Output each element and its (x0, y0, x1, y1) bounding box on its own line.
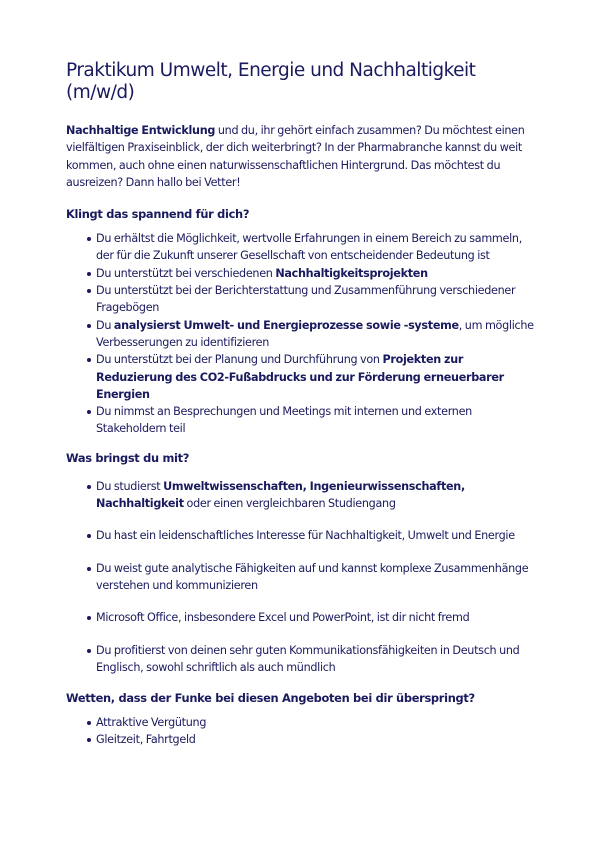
list-item (66, 265, 536, 282)
list-item-text: Du nimmst an Besprechungen und Meetings mit internen und externen Stakeholdern teil (96, 405, 472, 436)
section-heading-requirements: Was bringst du mit? (66, 450, 190, 465)
list-item-text: Du unterstützt bei der Planung und Durchführung von (96, 353, 383, 367)
intro-bold-text: Nachhaltige Entwicklung (66, 124, 216, 137)
list-item (66, 527, 536, 544)
list-item (66, 642, 536, 677)
list-item (66, 609, 536, 626)
list-item-text: , um mögliche Verbesserungen zu identifizieren (96, 318, 534, 349)
list-item-bold-text: Projekten zur Reduzierung des CO2-Fußabdrucks und zur Förderung erneuerbarer Energien (96, 353, 504, 401)
list-item-bold-text: Nachhaltigkeitsprojekten (275, 266, 428, 280)
list-item (66, 351, 536, 403)
list-item (66, 403, 536, 438)
list-item-bold-text: analysierst Umwelt- und Energieprozesse sowie -systeme (113, 318, 459, 332)
list-item (66, 230, 536, 265)
list-item (66, 282, 536, 317)
section-heading-tasks: Klingt das spannend für dich? (66, 207, 250, 222)
list-item-text: Du hast ein leidenschaftliches Interesse für Nachhaltigkeit, Umwelt und Energie (96, 529, 515, 543)
list-item (66, 731, 536, 748)
list-item (66, 317, 536, 352)
list-item (66, 478, 536, 513)
list-item-text: Du erhältst die Möglichkeit, wertvolle Erfahrungen in einem Bereich zu sammeln, der für die Zukunft unserer Gesellschaft von entscheidender Bedeutung ist (96, 232, 522, 263)
list-item-text: Du studierst (96, 479, 164, 493)
benefits-list (66, 714, 536, 749)
requirements-list (66, 478, 536, 676)
list-item-text: Attraktive Vergütung (96, 716, 207, 730)
tasks-list (66, 230, 536, 438)
intro-paragraph (66, 122, 536, 191)
list-item-bold-text: Umweltwissenschaften, Ingenieurwissenschaften, Nachhaltigkeit (96, 479, 465, 511)
list-item-text: Du profitierst von deinen sehr guten Kommunikationsfähigkeiten in Deutsch und Englisch, sowohl schriftlich als auch mündlich (96, 643, 520, 674)
list-item-text: Du unterstützt bei verschiedenen (96, 266, 276, 280)
list-item-text: Gleitzeit, Fahrtgeld (96, 733, 196, 747)
section-heading-benefits: Wetten, dass der Funke bei diesen Angeboten bei dir überspringt? (66, 691, 475, 706)
list-item (66, 714, 536, 731)
list-item-text: oder einen vergleichbaren Studiengang (183, 497, 396, 511)
list-item (66, 560, 536, 595)
intro-text: und du, ihr gehört einfach zusammen? Du möchtest einen vielfältigen Praxiseinblick, der dich weiterbringt? In der Pharmabranche kannst du weit kommen, auch ohne einen naturwissenschaftlichen Hintergrund. Das möchtest du ausreizen? Dann hallo bei Vetter! (66, 124, 525, 189)
page-title: Praktikum Umwelt, Energie und Nachhaltigkeit (m/w/d) (66, 60, 476, 103)
job-posting (66, 60, 536, 749)
list-item-text: Du weist gute analytische Fähigkeiten auf und kannst komplexe Zusammenhänge verstehen und kommunizieren (96, 561, 529, 592)
list-item-text: Microsoft Office, insbesondere Excel und PowerPoint, ist dir nicht fremd (96, 611, 470, 625)
list-item-text: Du unterstützt bei der Berichterstattung und Zusammenführung verschiedener Fragebögen (96, 284, 516, 315)
list-item-text: Du (96, 318, 114, 332)
